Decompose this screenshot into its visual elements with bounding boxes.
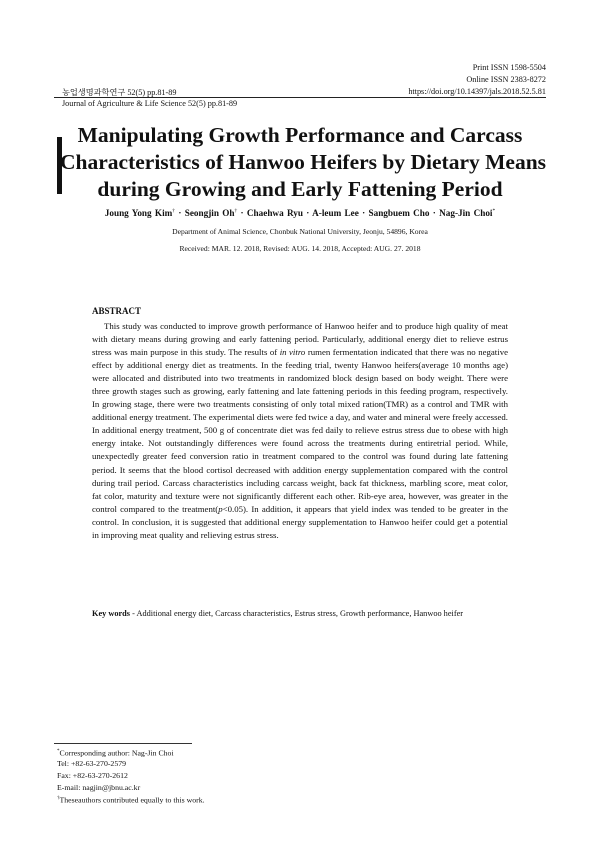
- corresponding-author-note: [57, 746, 174, 759]
- equal-contribution-mark: †: [172, 208, 176, 214]
- author-3: Chaehwa Ryu: [246, 208, 303, 219]
- p-value-symbol: p: [218, 503, 223, 514]
- keywords-label: Key words: [92, 609, 131, 618]
- abstract-text-1: This study was conducted to improve growth performance of Hanwoo heifer and to produce high quality of meat with dietary means during growing and early fattening period. Particularly, additional energy diet to relieve estrus stress was main purpose in this study. The results of: [92, 321, 508, 358]
- korean-journal-citation: 농업생명과학연구 52(5) pp.81-89: [62, 88, 177, 97]
- equal-mark: †: [57, 796, 60, 801]
- abstract-body: [92, 320, 508, 542]
- fax: Fax: +82-63-270-2612: [57, 771, 128, 780]
- author-6: Nag-Jin Choi: [439, 208, 493, 219]
- english-journal-citation: Journal of Agriculture & Life Science 52(5) pp.81-89: [62, 99, 238, 108]
- author-separator: ·: [237, 208, 247, 219]
- title-line-1: Manipulating Growth Performance and Carcass: [77, 123, 523, 147]
- in-vitro-term: in vitro: [279, 347, 306, 358]
- abstract-text-2: rumen fermentation indicated that there was no negative effect by additional energy diet as treatments. In the feeding trial, twenty Hanwoo heifers(average 10 months age) were allocated and distributed into two treatments in randomized block design based on body weight. There were three growth stages such as growing, early fattening and late fattening periods in this feeding program, respectively. In growing stage, there were two treatments consisting of only total mixed ration(TMR) as a control and TMR with additional energy treatment. The experimental diets were fed twice a day, and water and mineral were freely accessed. In additional energy treatment, 500 g of concentrate diet was fed daily to relieve estrus stress due to obese with high energy intake. Not outstandingly differences were found across the treatments during entiretrial period. While, unexpectedly greater feed conversion ratio in treatment compared to the control was found during late fattening period. It seems that the blood cortisol decreased with addition energy supplementation compared with the control during trail period. Carcass characteristics including carcass weight, back fat thickness, marbling score, meat color, fat color, maturity and texture were not significantly different each other. Rib-eye area, however, was greater in the control compared to the treatment(: [92, 347, 508, 514]
- author-separator: ·: [358, 208, 369, 219]
- print-issn: Print ISSN 1598-5504: [472, 63, 546, 72]
- author-separator: ·: [302, 208, 313, 219]
- footnote-rule: [54, 743, 192, 744]
- manuscript-dates: Received: MAR. 12. 2018, Revised: AUG. 14. 2018, Accepted: AUG. 27. 2018: [179, 244, 421, 253]
- abstract-text-3: <0.05). In addition, it appears that yield index was tended to be greater in the control. In conclusion, it is suggested that additional energy supplementation to Hanwoo heifer could get a potential in improving meat quality and relieving estrus stress.: [92, 503, 508, 540]
- corresponding-author-mark: *: [492, 208, 496, 214]
- author-4: A-leum Lee: [312, 208, 359, 219]
- abstract-heading: ABSTRACT: [92, 306, 142, 316]
- equal-contribution-text: Theseauthors contributed equally to this work.: [59, 795, 205, 805]
- equal-contribution-note: [57, 793, 205, 806]
- affiliation: Department of Animal Science, Chonbuk National University, Jeonju, 54896, Korea: [172, 227, 428, 236]
- paper-title: [60, 122, 547, 203]
- doi-link[interactable]: https://doi.org/10.14397/jals.2018.52.5.81: [408, 87, 546, 96]
- author-5: Sangbuem Cho: [368, 208, 430, 219]
- email[interactable]: E-mail: nagjin@jbnu.ac.kr: [57, 783, 141, 792]
- author-2: Seongjin Oh: [184, 208, 235, 219]
- keywords: [92, 609, 512, 618]
- header-rule: [54, 97, 546, 98]
- author-1: Joung Yong Kim: [104, 208, 173, 219]
- online-issn: Online ISSN 2383-8272: [466, 75, 546, 84]
- keywords-list: - Additional energy diet, Carcass characteristics, Estrus stress, Growth performance, Hanwoo heifer: [130, 609, 464, 618]
- title-line-2: Characteristics of Hanwoo Heifers by Dietary Means: [60, 150, 547, 174]
- corresponding-author-text: Corresponding author: Nag-Jin Choi: [59, 748, 174, 758]
- corresponding-mark: *: [57, 749, 60, 754]
- author-separator: ·: [175, 208, 185, 219]
- equal-contribution-mark: †: [234, 208, 238, 214]
- title-line-3: during Growing and Early Fattening Period: [97, 177, 503, 201]
- author-separator: ·: [429, 208, 440, 219]
- author-list: [50, 208, 550, 218]
- telephone: Tel: +82-63-270-2579: [57, 759, 127, 768]
